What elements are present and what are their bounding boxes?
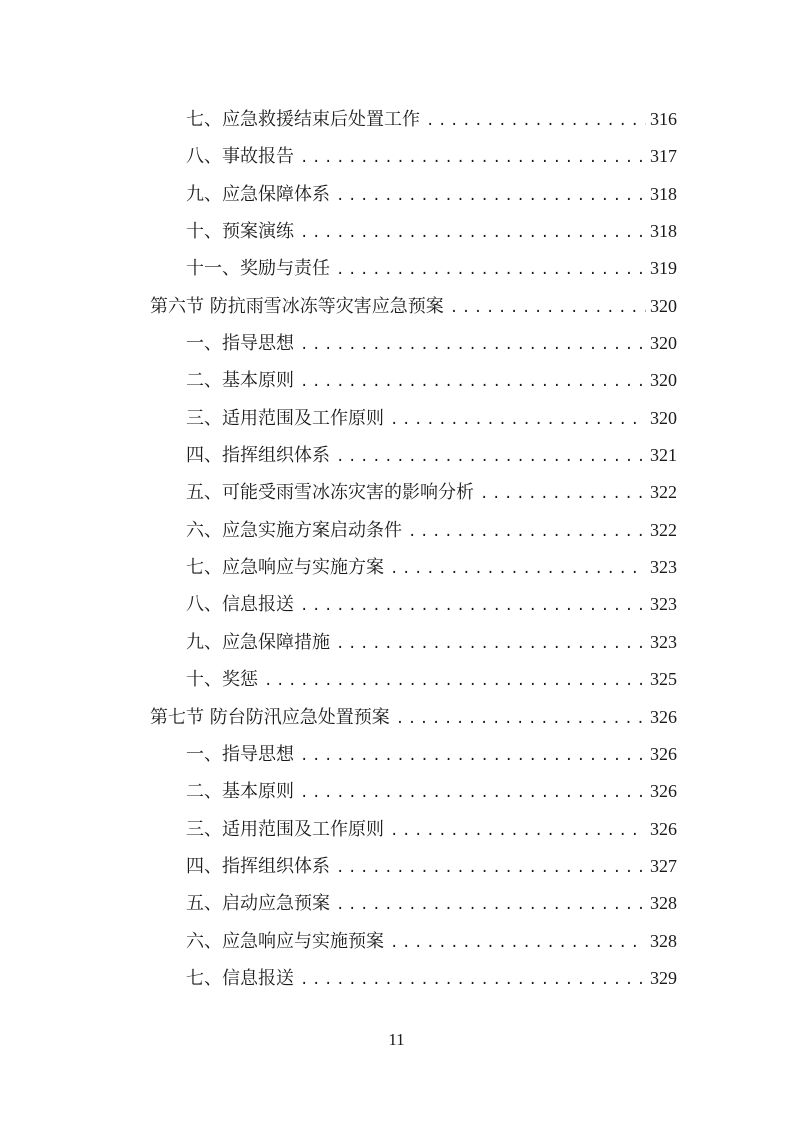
toc-entry-label: 四、指挥组织体系	[186, 855, 330, 877]
toc-entry[interactable]	[150, 848, 677, 885]
toc-entry-label: 九、应急保障体系	[186, 183, 330, 205]
dot-leader	[300, 364, 646, 401]
toc-entry-page: 328	[650, 893, 677, 914]
toc-entry[interactable]	[150, 250, 677, 287]
toc-section-entry[interactable]	[150, 699, 677, 736]
toc-entry-page: 317	[650, 146, 677, 167]
toc-entry[interactable]	[150, 437, 677, 474]
toc-entry-label: 七、信息报送	[186, 967, 294, 989]
toc-entry-page: 328	[650, 930, 677, 951]
dot-leader	[336, 887, 646, 924]
page-number: 11	[388, 1030, 405, 1049]
toc-section-entry[interactable]	[150, 288, 677, 325]
dot-leader	[390, 402, 646, 439]
dot-leader	[336, 252, 646, 289]
dot-leader	[426, 103, 646, 140]
dot-leader	[450, 290, 646, 327]
toc-entry-label: 九、应急保障措施	[186, 631, 330, 653]
toc-entry-page: 318	[650, 183, 677, 204]
toc-entry[interactable]	[150, 138, 677, 175]
toc-entry[interactable]	[150, 811, 677, 848]
toc-entry-label: 八、事故报告	[186, 146, 294, 168]
toc-entry-label: 一、指导思想	[186, 743, 294, 765]
toc-entry-page: 320	[650, 295, 677, 316]
toc-entry-page: 321	[650, 445, 677, 466]
toc-entry[interactable]	[150, 176, 677, 213]
toc-entry-label: 第六节 防抗雨雪冰冻等灾害应急预案	[150, 295, 444, 317]
toc-entry-label: 第七节 防台防汛应急处置预案	[150, 706, 390, 728]
toc-entry-label: 三、适用范围及工作原则	[186, 407, 384, 429]
dot-leader	[264, 663, 646, 700]
toc-entry-label: 二、基本原则	[186, 370, 294, 392]
toc-entry-label: 十、预案演练	[186, 221, 294, 243]
toc-entry-label: 七、应急响应与实施方案	[186, 557, 384, 579]
toc-entry-page: 326	[650, 818, 677, 839]
toc-entry-label: 十、奖惩	[186, 669, 258, 691]
toc-entry-page: 326	[650, 743, 677, 764]
toc-entry-page: 318	[650, 221, 677, 242]
toc-entry-label: 十一、奖励与责任	[186, 258, 330, 280]
toc-entry-page: 326	[650, 781, 677, 802]
toc-entry[interactable]	[150, 885, 677, 922]
dot-leader	[480, 476, 646, 513]
toc-entry-label: 四、指挥组织体系	[186, 445, 330, 467]
dot-leader	[300, 327, 646, 364]
toc-entry-page: 319	[650, 258, 677, 279]
toc-entry[interactable]	[150, 400, 677, 437]
toc-entry[interactable]	[150, 661, 677, 698]
toc-entry-label: 五、可能受雨雪冰冻灾害的影响分析	[186, 482, 474, 504]
toc-entry-label: 八、信息报送	[186, 594, 294, 616]
dot-leader	[300, 962, 646, 999]
toc-entry[interactable]	[150, 923, 677, 960]
dot-leader	[300, 775, 646, 812]
toc-entry-page: 322	[650, 482, 677, 503]
dot-leader	[336, 850, 646, 887]
toc-entry-label: 三、适用范围及工作原则	[186, 818, 384, 840]
toc-entry[interactable]	[150, 512, 677, 549]
toc-entry-label: 一、指导思想	[186, 333, 294, 355]
toc-entry-page: 325	[650, 669, 677, 690]
dot-leader	[390, 925, 646, 962]
table-of-contents	[150, 101, 677, 997]
toc-entry-page: 320	[650, 333, 677, 354]
toc-entry[interactable]	[150, 362, 677, 399]
toc-entry[interactable]	[150, 549, 677, 586]
dot-leader	[390, 813, 646, 850]
toc-entry[interactable]	[150, 624, 677, 661]
dot-leader	[300, 738, 646, 775]
toc-entry[interactable]	[150, 213, 677, 250]
dot-leader	[390, 551, 646, 588]
toc-entry-page: 323	[650, 557, 677, 578]
toc-entry-label: 六、应急实施方案启动条件	[186, 519, 402, 541]
toc-entry[interactable]	[150, 773, 677, 810]
toc-entry-page: 323	[650, 631, 677, 652]
toc-entry-page: 327	[650, 855, 677, 876]
dot-leader	[336, 178, 646, 215]
toc-entry[interactable]	[150, 325, 677, 362]
dot-leader	[408, 514, 646, 551]
toc-entry[interactable]	[150, 101, 677, 138]
toc-entry-page: 320	[650, 407, 677, 428]
toc-entry-label: 六、应急响应与实施预案	[186, 930, 384, 952]
toc-entry-label: 七、应急救援结束后处置工作	[186, 109, 420, 130]
toc-entry[interactable]	[150, 736, 677, 773]
toc-entry-page: 322	[650, 519, 677, 540]
toc-entry-page: 323	[650, 594, 677, 615]
toc-entry-page: 316	[650, 109, 677, 129]
dot-leader	[336, 439, 646, 476]
toc-entry-page: 326	[650, 706, 677, 727]
dot-leader	[396, 701, 646, 738]
toc-entry[interactable]	[150, 474, 677, 511]
dot-leader	[336, 626, 646, 663]
toc-entry[interactable]	[150, 586, 677, 623]
dot-leader	[300, 140, 646, 177]
dot-leader	[300, 215, 646, 252]
toc-entry[interactable]	[150, 960, 677, 997]
toc-entry-label: 二、基本原则	[186, 781, 294, 803]
dot-leader	[300, 588, 646, 625]
toc-entry-label: 五、启动应急预案	[186, 893, 330, 915]
toc-entry-page: 320	[650, 370, 677, 391]
toc-entry-page: 329	[650, 967, 677, 988]
